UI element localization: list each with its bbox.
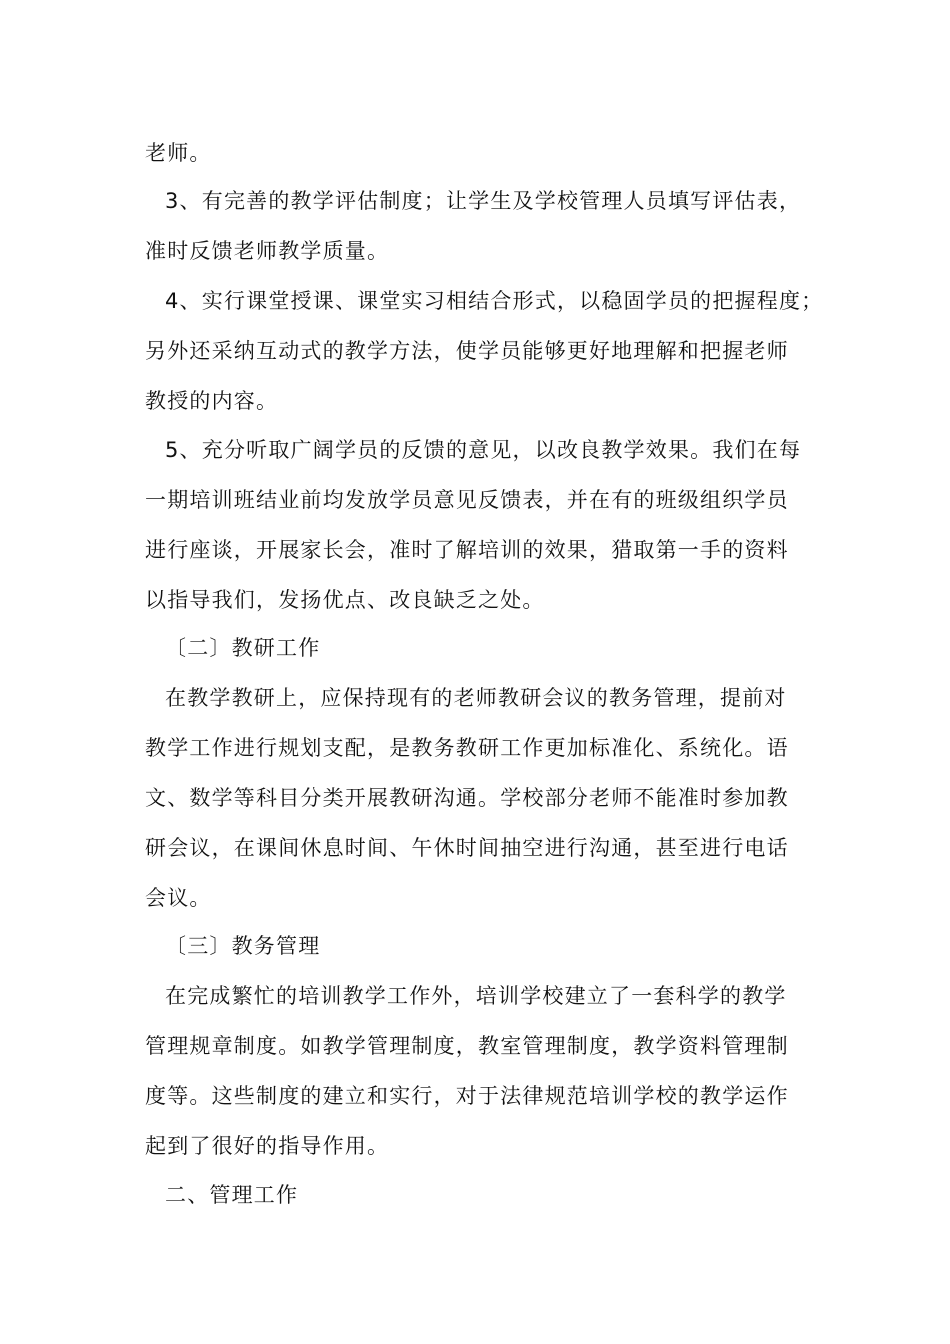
text-line: 一期培训班结业前均发放学员意见反馈表，并在有的班级组织学员 — [145, 488, 789, 512]
text-line: 文、数学等科目分类开展教研沟通。学校部分老师不能准时参加教 — [145, 786, 789, 810]
text-line: 另外还采纳互动式的教学方法，使学员能够更好地理解和把握老师 — [145, 339, 789, 363]
text-line: 教授的内容。 — [145, 389, 279, 413]
section-heading: 〔三〕教务管理 — [165, 934, 321, 958]
text-line: 会议。 — [145, 886, 212, 910]
text-line: 度等。这些制度的建立和实行，对于法律规范培训学校的教学运作 — [145, 1084, 789, 1108]
section-heading: 〔二〕教研工作 — [165, 636, 321, 660]
text-line: 在教学教研上，应保持现有的老师教研会议的教务管理，提前对 — [165, 686, 787, 710]
text-line: 进行座谈，开展家长会，准时了解培训的效果，猎取第一手的资料 — [145, 538, 789, 562]
text-line: 在完成繁忙的培训教学工作外，培训学校建立了一套科学的教学 — [165, 984, 787, 1008]
section-heading: 二、管理工作 — [165, 1183, 299, 1207]
text-line: 教学工作进行规划支配，是教务教研工作更加标准化、系统化。语 — [145, 736, 789, 760]
text-line: 以指导我们，发扬优点、改良缺乏之处。 — [145, 588, 545, 612]
text-line: 准时反馈老师教学质量。 — [145, 239, 390, 263]
text-line: 老师。 — [145, 141, 212, 165]
text-line: 5、充分听取广阔学员的反馈的意见，以改良教学效果。我们在每 — [165, 438, 802, 462]
text-line: 4、实行课堂授课、课堂实习相结合形式，以稳固学员的把握程度； — [165, 289, 824, 313]
text-line: 研会议，在课间休息时间、午休时间抽空进行沟通，甚至进行电话 — [145, 836, 789, 860]
text-line: 起到了很好的指导作用。 — [145, 1134, 390, 1158]
text-line: 3、有完善的教学评估制度；让学生及学校管理人员填写评估表， — [165, 189, 802, 213]
text-line: 管理规章制度。如教学管理制度，教室管理制度，教学资料管理制 — [145, 1034, 789, 1058]
